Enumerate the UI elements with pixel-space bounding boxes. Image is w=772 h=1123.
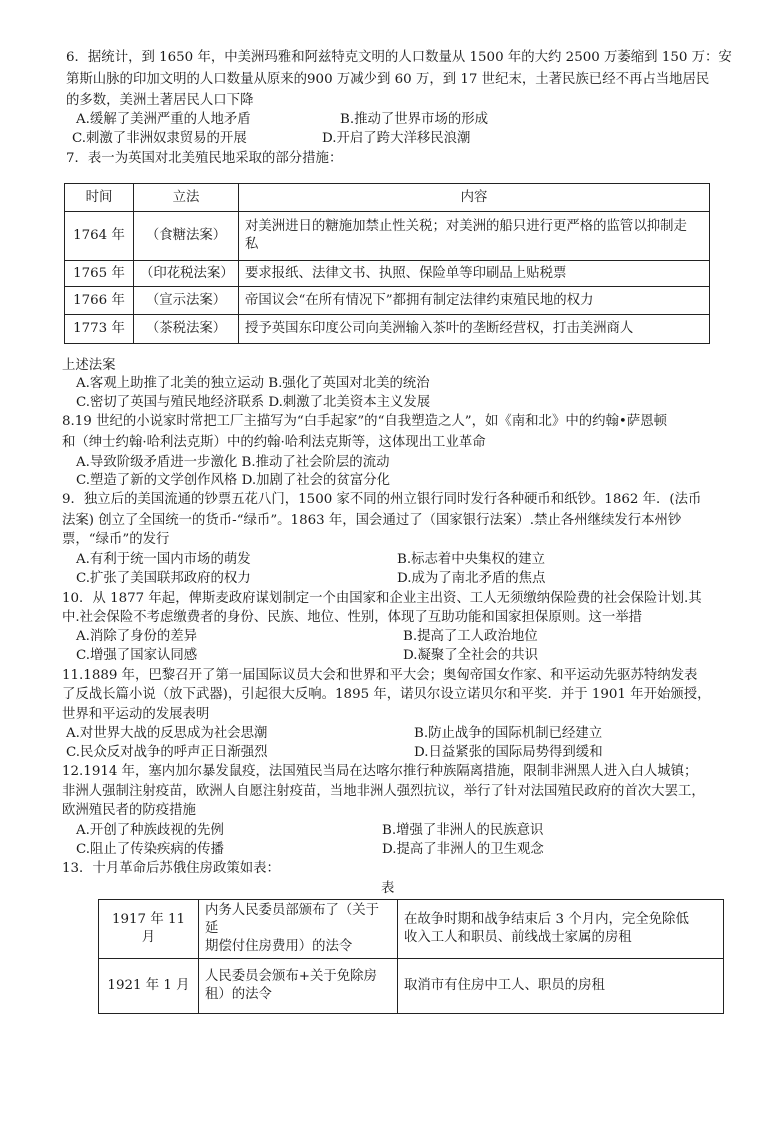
q7-header-law: 立法 [134, 184, 239, 212]
q7-after-table: 上述法案 [62, 358, 116, 373]
q13-table-caption: 表 [381, 881, 395, 896]
q10-stem-line-1: 10．从 1877 年起，俾斯麦政府谋划制定一个由国家和企业主出资、工人无须缴纳保险费的社会保险计划.其 [62, 591, 702, 606]
q12-option-c: C.阻止了传染疾病的传播 [76, 842, 224, 857]
q6-option-d: D.开启了跨大洋移民浪潮 [322, 131, 471, 146]
q10-stem-line-2: 中.社会保险不考虑缴费者的身份、民族、地位、性别，体现了互助功能和国家担保原则。这一举措 [62, 610, 643, 625]
q8-stem-line-1: 8.19 世纪的小说家时常把工厂主描写为“白手起家”的“自我塑造之人”，如《南和北》中的约翰•萨恩顿 [62, 414, 667, 429]
q13-row-law-line-1: 人民委员会颁布+关于免除房 [205, 969, 377, 984]
q9-stem-line-3: 票，“绿币”的发行 [62, 532, 170, 547]
table-row [99, 900, 724, 959]
q7-table [64, 183, 710, 344]
q13-row-law-line-1: 内务人民委员部颁布了（关于延 [205, 903, 380, 936]
q7-row-law: （食糖法案） [134, 212, 239, 261]
q13-table [98, 899, 724, 1014]
q10-option-a: A.消除了身份的差异 [76, 629, 198, 644]
table-row [99, 959, 724, 1014]
q7-options-line-2: C.密切了英国与殖民地经济联系 D.刺激了北美资本主义发展 [76, 395, 431, 410]
q7-row-content: 要求报纸、法律文书、执照、保险单等印刷品上贴税票 [239, 261, 710, 287]
q13-row-content-line-1: 在故争时期和战争结束后 3 个月内，完全免除低 [404, 912, 689, 927]
q9-stem-line-2: 法案) 创立了全国统一的货币-“绿币”。1863 年，国会通过了（国家银行法案）.禁止各州继续发行本州钞 [62, 513, 682, 528]
q7-row-law: （茶税法案） [134, 315, 239, 344]
q11-option-c: C.民众反对战争的呼声正日渐强烈 [66, 745, 268, 760]
q13-row-law [199, 959, 398, 1014]
q6-stem-line-1: 6．据统计，到 1650 年，中美洲玛雅和阿兹特克文明的人口数量从 1500 年的大约 2500 万萎缩到 150 万：安 [66, 50, 732, 65]
q10-option-b: B.提高了工人政治地位 [403, 629, 538, 644]
q7-row-content-line-1: 对美洲进日的糖施加禁止性关税；对美洲的船只进行更严格的监管以抑制走 [245, 219, 687, 234]
q7-options-line-1: A.客观上助推了北美的独立运动 B.强化了英国对北美的统治 [76, 376, 430, 391]
q9-option-c: C.扩张了美国联邦政府的权力 [76, 571, 251, 586]
q13-stem: 13．十月革命后苏俄住房政策如表： [62, 861, 280, 876]
q13-row-law [199, 900, 398, 959]
q12-option-b: B.增强了非洲人的民族意识 [382, 823, 544, 838]
q7-header-time: 时间 [65, 184, 134, 212]
q6-stem-line-3: 的多数，美洲土著居民人口下降 [66, 93, 254, 108]
q9-option-d: D.成为了南北矛盾的焦点 [397, 571, 546, 586]
q12-option-a: A.开创了种族歧视的先例 [76, 823, 224, 838]
q11-stem-line-3: 世界和平运动的发展表明 [62, 707, 210, 722]
q7-row-content-line-2: 私 [245, 237, 259, 252]
q11-option-b: B.防止战争的国际机制已经建立 [414, 726, 603, 741]
q7-row-law: （印花税法案） [134, 261, 239, 287]
q7-row-time: 1766 年 [65, 287, 134, 315]
q8-stem-line-2: 和（绅士约翰·哈利法克斯）中的约翰·哈利法克斯等，这体现出工业革命 [62, 435, 486, 450]
q7-table-header-row [65, 184, 710, 212]
q13-row-content-line-2: 收入工人和职员、前线战士家属的房租 [404, 930, 632, 945]
q13-row-date: 1917 年 11 月 [99, 900, 199, 959]
q13-row-law-line-2: 期偿付住房费用）的法令 [205, 939, 353, 954]
q7-row-time: 1764 年 [65, 212, 134, 261]
q12-stem-line-2: 非洲人强制注射疫苗，欧洲人自愿注射疫苗，当地非洲人强烈抗议，举行了针对法国殖民政府的首次大罢工， [62, 784, 705, 799]
table-row [65, 287, 710, 315]
q12-stem-line-3: 欧洲殖民者的防疫措施 [62, 803, 196, 818]
q7-row-time: 1765 年 [65, 261, 134, 287]
q12-stem-line-1: 12.1914 年，塞内加尔暴发鼠疫，法国殖民当局在达喀尔推行种族隔离措施，限制非洲黑人进入白人城镇； [62, 764, 698, 779]
q13-row-date: 1921 年 1 月 [99, 959, 199, 1014]
q7-header-content: 内容 [239, 184, 710, 212]
q13-row-law-line-2: 租）的法令 [205, 987, 272, 1002]
q9-option-b: B.标志着中央集权的建立 [397, 552, 546, 567]
q11-stem-line-2: 了反战长篇小说（放下武器)，引起很大反响。1895 年，诺贝尔设立诺贝尔和平奖．并于 1901 年开始颁授， [62, 687, 711, 702]
q6-option-a: A.缓解了美洲严重的人地矛盾 [76, 112, 251, 127]
table-row [65, 212, 710, 261]
q6-stem-line-2: 第斯山脉的印加文明的人口数量从原来的900 万减少到 60 万，到 17 世纪末，土著民族已经不再占当地居民 [66, 72, 710, 87]
q7-row-time: 1773 年 [65, 315, 134, 344]
q11-option-d: D.日益紧张的国际局势得到缓和 [414, 745, 603, 760]
q8-options-line-1: A.导致阶级矛盾进一步激化 B.推动了社会阶层的流动 [76, 455, 390, 470]
q9-stem-line-1: 9．独立后的美国流通的钞票五花八门，1500 家不同的州立银行同时发行各种硬币和纸钞。1862 年．(法币 [62, 492, 702, 507]
q12-option-d: D.提高了非洲人的卫生观念 [382, 842, 544, 857]
q6-option-b: B.推动了世界市场的形成 [340, 112, 489, 127]
q13-row-content [398, 900, 724, 959]
q7-row-content [239, 212, 710, 261]
q11-stem-line-1: 11.1889 年，巴黎召开了第一届国际议员大会和世界和平大会；奥匈帝国女作家、和平运动先驱苏特纳发表 [62, 668, 698, 683]
q11-option-a: A.对世界大战的反思成为社会思潮 [66, 726, 268, 741]
table-row [65, 315, 710, 344]
table-row [65, 261, 710, 287]
q13-row-content: 取消市有住房中工人、职员的房租 [398, 959, 724, 1014]
q7-stem: 7．表一为英国对北美殖民地采取的部分措施： [66, 151, 343, 166]
q10-option-d: D.凝聚了全社会的共识 [403, 648, 539, 663]
q7-row-content: 授予英国东印度公司向美洲输入茶叶的垄断经营权，打击美洲商人 [239, 315, 710, 344]
q7-row-content: 帝国议会“在所有情况下”都拥有制定法律约束殖民地的权力 [239, 287, 710, 315]
q10-option-c: C.增强了国家认同感 [76, 648, 198, 663]
q6-option-c: C.刺激了非洲奴隶贸易的开展 [72, 131, 247, 146]
q9-option-a: A.有利于统一国内市场的萌发 [76, 552, 251, 567]
q8-options-line-2: C.塑造了新的文学创作风格 D.加剧了社会的贫富分化 [76, 473, 390, 488]
q7-row-law: （宣示法案） [134, 287, 239, 315]
